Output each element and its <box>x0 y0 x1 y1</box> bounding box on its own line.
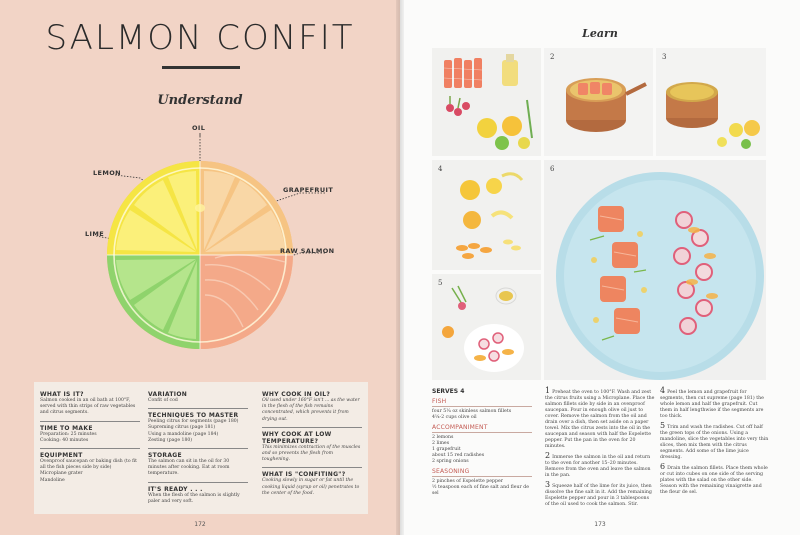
citrus-wheel <box>107 161 293 349</box>
page-title: SALMON CONFIT <box>45 18 355 58</box>
techniques-heading: TECHNIQUES TO MASTER <box>148 408 248 419</box>
equipment-heading: EQUIPMENT <box>40 448 140 459</box>
label-lime: LIME <box>85 230 105 238</box>
why-low-temp-text: This minimizes contraction of the muscles and so prevents the flesh from toughening. <box>262 444 361 463</box>
storage-text: The salmon can sit in the oil for 30 minutes after cooking. Eat at room temperature. <box>148 459 230 477</box>
storage-heading: STORAGE <box>148 448 248 459</box>
ingredient-item: 4¼-2 cups olive oil <box>432 415 477 420</box>
photo-number: 5 <box>438 279 443 287</box>
equipment-item: Microplane grater <box>40 471 83 477</box>
citrus-salmon-diagram <box>0 0 400 380</box>
technique-item: Peeling citrus for segments (page 180) <box>148 419 239 425</box>
photo-number: 4 <box>438 165 443 173</box>
photo-number: 6 <box>550 165 555 173</box>
prep-time: Preparation: 25 minutes <box>40 431 97 437</box>
photo-step-5 <box>432 274 541 380</box>
info-column-2 <box>148 388 248 505</box>
why-low-temp-heading: WHY COOK AT LOW TEMPERATURE? <box>262 427 362 445</box>
label-oil: OIL <box>192 124 206 132</box>
steps-column-1 <box>545 388 655 511</box>
section-heading-learn: Learn <box>582 27 618 40</box>
variation-text: Confit of cod <box>148 398 178 403</box>
info-column-1 <box>40 388 140 484</box>
step-2: 2 Immerse the salmon in the oil and return to the oven for another 15–20 minutes. Remove from the oven and leave the salmon in the pan. <box>545 451 651 478</box>
info-column-3 <box>262 388 362 497</box>
photo-step-6 <box>544 160 766 380</box>
seasoning-heading: SEASONING <box>432 468 532 477</box>
photo-number: 3 <box>662 53 667 61</box>
equipment-item: Mandoline <box>40 477 65 483</box>
page-number-right: 173 <box>594 521 606 528</box>
step-3: 3 Squeeze half of the lime for its juice, then dissolve the fine salt in it. Add the remaining Espelette pepper and pour in 3 tablespoons of the oil used to cook the salmon. Stir. <box>545 480 652 507</box>
why-oil-heading: WHY COOK IN OIL? <box>262 391 331 398</box>
its-ready-heading: IT'S READY . . . <box>148 482 248 493</box>
photo-number: 2 <box>550 53 555 61</box>
why-oil-text: Oil used under 160°F isn't ... as the water in the flesh of the fish remains concentrated, which prevents it from drying out. <box>262 398 360 422</box>
ingredient-item: 2 limes <box>432 441 450 446</box>
fish-heading: FISH <box>432 398 532 407</box>
photo-ingredients <box>432 48 541 156</box>
what-is-confiting-text: Cooking slowly in sugar or fat until the cooking liquid (syrup or oil) penetrates to the center of the food. <box>262 478 360 496</box>
book-gutter <box>396 0 404 535</box>
equipment-item: Ovenproof saucepan or baking dish (to fit all the fish pieces side by side) <box>40 459 137 471</box>
ingredient-item: about 15 red radishes <box>432 453 485 458</box>
variation-heading: VARIATION <box>148 391 188 398</box>
ingredient-item: 2 pinches of Espelette pepper <box>432 479 504 484</box>
info-box <box>34 382 368 514</box>
ingredient-item: 1 grapefruit <box>432 447 461 452</box>
technique-item: Using a mandoline (page 184) <box>148 431 219 437</box>
page-number-left: 172 <box>194 521 206 528</box>
steps-column-2 <box>660 388 770 499</box>
photo-step-2 <box>544 48 653 156</box>
ingredient-item: 2 lemons <box>432 435 454 440</box>
section-heading-understand: Understand <box>157 93 243 108</box>
what-is-it-text: Salmon cooked in an oil bath at 100°F, served with thin strips of raw vegetables and citrus segments. <box>40 398 136 416</box>
ingredient-item: ½ teaspoon each of fine salt and fleur de sel <box>432 485 530 496</box>
step-5: 5 Trim and wash the radishes. Cut off half the green tops of the onions. Using a mandoline, slice the vegetables into very thin slices, then mix them with the citrus segments. Add some of the lime juice dressing. <box>660 421 769 460</box>
cook-time: Cooking: 40 minutes <box>40 437 89 443</box>
ingredient-item: 2 spring onions <box>432 459 469 464</box>
step-4: 4 Peel the lemon and grapefruit for segments, then cut supreme (page 181) the whole lemon and half the grapefruit. Cut them in half lengthwise if the segments are too thick. <box>660 386 764 419</box>
what-is-it-heading: WHAT IS IT? <box>40 391 84 398</box>
ingredients-list <box>432 388 532 497</box>
photo-step-3 <box>656 48 766 156</box>
photo-step-4 <box>432 160 541 270</box>
ingredient-item: four 5¼ oz skinless salmon fillets <box>432 409 512 414</box>
label-raw-salmon: RAW SALMON <box>280 247 335 255</box>
its-ready-text: When the flesh of the salmon is slightly paler and very soft. <box>148 492 240 504</box>
step-6: 6 Drain the salmon fillets. Place them whole or cut into cubes on one side of the serving plates with the salad on the other side. Season with the remaining vinaigrette and the fleur de sel. <box>660 462 768 495</box>
label-lemon: LEMON <box>93 169 122 177</box>
label-grapefruit: GRAPEFRUIT <box>283 186 334 194</box>
technique-item: Supreming citrus (page 181) <box>148 425 216 431</box>
accompaniment-heading: ACCOMPANIMENT <box>432 424 532 433</box>
what-is-confiting-heading: WHAT IS "CONFITING"? <box>262 467 362 478</box>
step-1: 1 Preheat the oven to 100°F. Wash and zest the citrus fruits using a Microplane. Place the salmon fillets side by side in an ovenproof saucepan. Pour in enough olive oil just to cover. Remove the salmon from the oil and drain over a dish, then set aside on a paper towel. Mix the citrus zests into the oil in the saucepan and season with half the Espelette pepper. Put the pan in the oven for 20 minutes. <box>545 386 655 449</box>
time-to-make-heading: TIME TO MAKE <box>40 421 140 432</box>
technique-item: Zesting (page 180) <box>148 437 193 443</box>
serves-heading: SERVES 4 <box>432 388 465 395</box>
